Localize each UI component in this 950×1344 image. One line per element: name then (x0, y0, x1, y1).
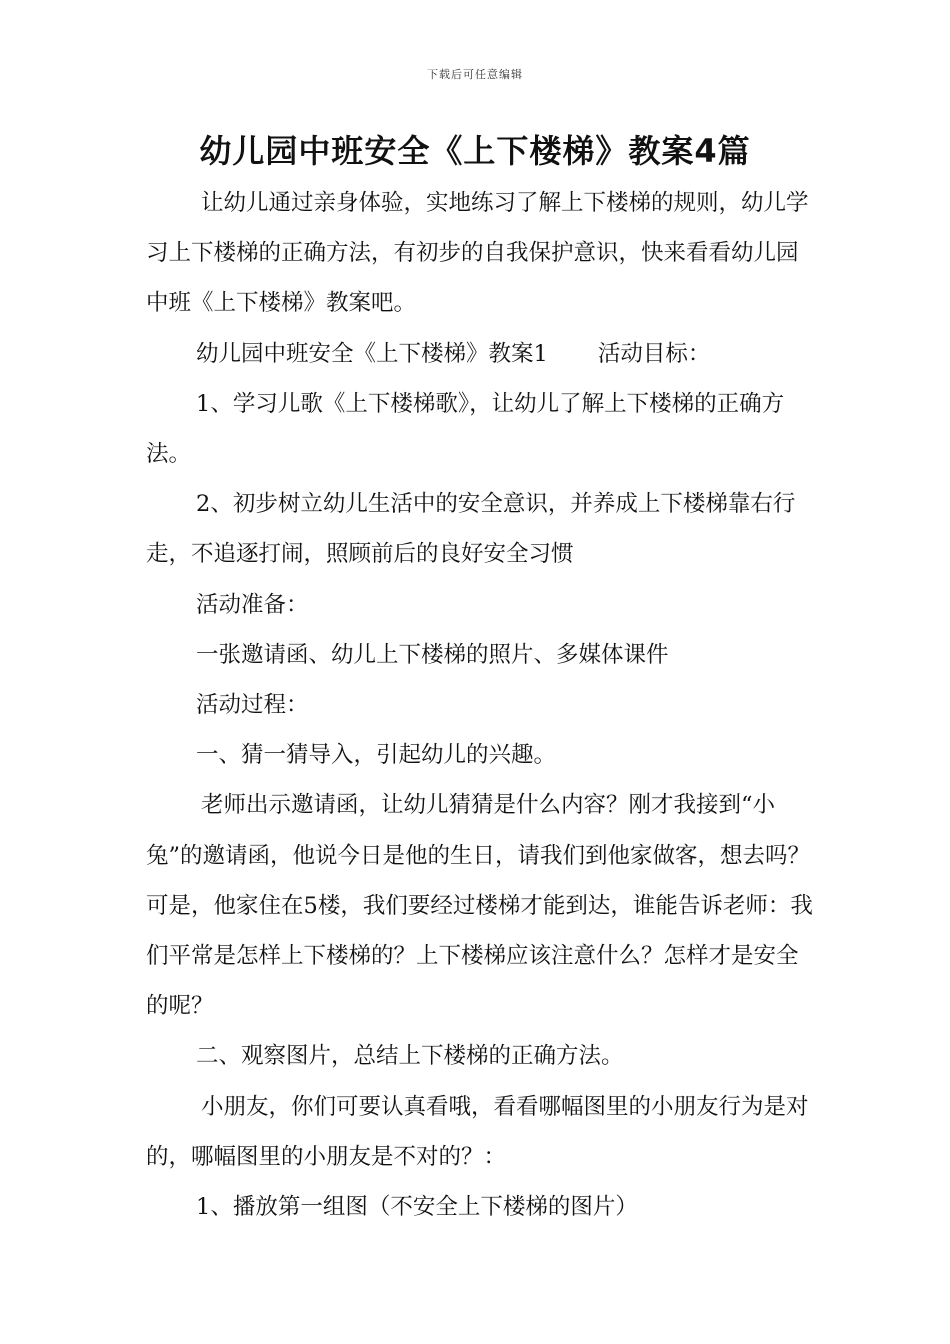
header-note: 下载后可任意编辑 (427, 68, 523, 81)
prep-heading: 活动准备： (196, 591, 309, 618)
goal-label: 活动目标： (597, 340, 711, 367)
lesson-heading-line (146, 329, 816, 379)
document-title: 幼儿园中班安全《上下楼梯》教案4篇 (199, 132, 751, 170)
step-1-heading: 一、猜一猜导入，引起幼儿的兴趣。 (196, 742, 557, 769)
step-2-sub-1: 1、播放第一组图（不安全上下楼梯的图片） (196, 1194, 638, 1221)
step-2-content: 小朋友，你们可要认真看哦，看看哪幅图里的小朋友行为是对的，哪幅图里的小朋友是不对的？： (146, 1093, 809, 1170)
goal-item-2: 2、初步树立幼儿生活中的安全意识，并养成上下楼梯靠右行走，不追逐打闹，照顾前后的良好安全习惯 (146, 491, 796, 568)
process-heading: 活动过程： (196, 692, 309, 719)
goal-item-1: 1、学习儿歌《上下楼梯歌》，让幼儿了解上下楼梯的正确方法。 (146, 390, 785, 468)
intro-paragraph: 让幼儿通过亲身体验，实地练习了解上下楼梯的规则，幼儿学习上下楼梯的正确方法，有初步的自我保护意识，快来看看幼儿园中班《上下楼梯》教案吧。 (146, 190, 809, 317)
prep-content: 一张邀请函、幼儿上下楼梯的照片、多媒体课件 (196, 641, 669, 668)
document-body (146, 178, 816, 1232)
lesson-heading: 幼儿园中班安全《上下楼梯》教案1 (196, 340, 548, 367)
step-2-heading: 二、观察图片，总结上下楼梯的正确方法。 (196, 1043, 624, 1070)
step-1-content: 老师出示邀请函，让幼儿猜猜是什么内容？刚才我接到“小兔”的邀请函，他说今日是他的生日，请我们到他家做客，想去吗？可是，他家住在5楼，我们要经过楼梯才能到达，谁能告诉老师：我们平常是怎样上下楼梯的？上下楼梯应该注意什么？怎样才是安全的呢？ (146, 792, 813, 1020)
